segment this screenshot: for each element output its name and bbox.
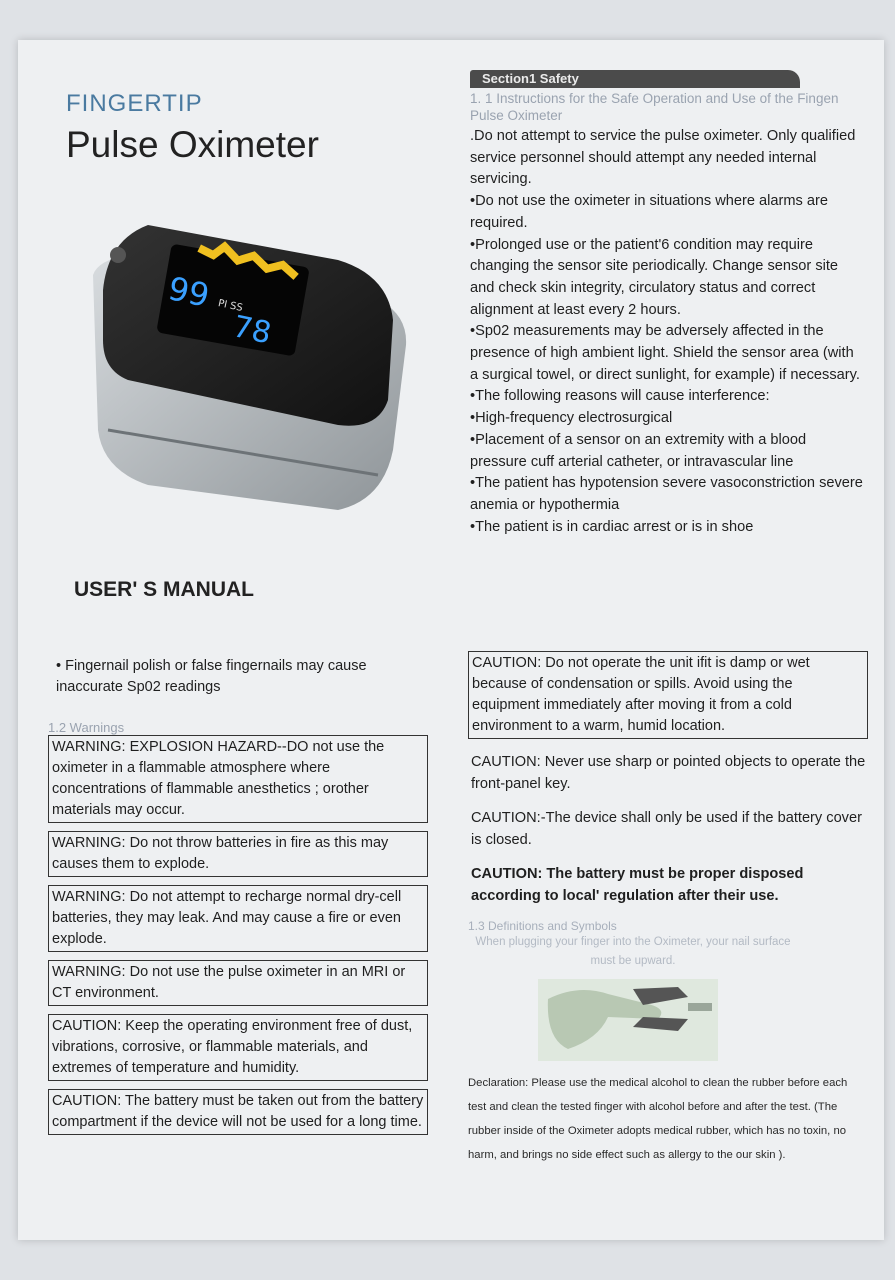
safety-item: •Prolonged use or the patient'6 condition may require changing the sensor site periodically. Change sensor site and check skin integrity, circulatory status and correct alignment at least every 2 hours.: [470, 236, 839, 318]
cover-heading: [66, 90, 319, 166]
safety-item: •Placement of a sensor on an extremity with a blood pressure cuff arterial catheter, or intravascular line: [470, 431, 807, 470]
cautions-section: [468, 651, 868, 1167]
safety-item: •The patient has hypotension severe vasoconstriction severe anemia or hypothermia: [470, 475, 863, 513]
warning-box: WARNING: Do not attempt to recharge normal dry-cell batteries, they may leak. And may cause a fire or even explode.: [48, 885, 428, 952]
cover-subtitle: FINGERTIP: [66, 90, 203, 117]
safety-item: •The patient is in cardiac arrest or is in shoe: [470, 518, 754, 535]
safety-item: •The following reasons will cause interference:: [470, 388, 770, 405]
warning-box: WARNING: Do not throw batteries in fire as this may causes them to explode.: [48, 831, 428, 877]
safety-item: •High-frequency electrosurgical: [470, 410, 673, 427]
display-pr-readout: 78: [229, 309, 275, 352]
display-unit-labels: PI SS: [216, 298, 244, 314]
safety-item: •Sp02 measurements may be adversely affected in the presence of high ambient light. Shield the sensor area (with a surgical towel, or direct sunlight, for example) if necessary.: [470, 323, 860, 383]
caution-text: CAUTION: The battery must be proper disposed according to local' regulation after their use.: [471, 866, 804, 904]
caution-text: CAUTION: Never use sharp or pointed objects to operate the front-panel key.: [471, 754, 866, 792]
finger-insertion-illustration: [538, 979, 718, 1061]
caution-box: CAUTION: Do not operate the unit ifit is damp or wet because of condensation or spills. Avoid using the equipment immediately after moving it from a cold environment to a warm, humid location.: [468, 651, 868, 739]
caution-text: CAUTION:-The device shall only be used if the battery cover is closed.: [471, 810, 862, 848]
cover-title: Pulse Oximeter: [66, 124, 319, 165]
caution-box: CAUTION: Keep the operating environment free of dust, vibrations, corrosive, or flammable materials, and extremes of temperature and humidity.: [48, 1014, 428, 1081]
definitions-note: When plugging your finger into the Oximeter, your nail surface must be upward.: [475, 936, 791, 967]
section-tag: Section1 Safety: [470, 70, 800, 88]
caution-box: CAUTION: The battery must be taken out from the battery compartment if the device will not be used for a long time.: [48, 1089, 428, 1135]
users-manual-label: USER' S MANUAL: [74, 578, 254, 601]
warning-box: WARNING: Do not use the pulse oximeter in an MRI or CT environment.: [48, 960, 428, 1006]
safety-item: .Do not attempt to service the pulse oximeter. Only qualified service personnel should attempt any needed internal servicing.: [470, 128, 856, 188]
safety-item: •Do not use the oximeter in situations where alarms are required.: [470, 193, 828, 231]
warning-box: WARNING: EXPLOSION HAZARD--DO not use the oximeter in a flammable atmosphere where concentrations of flammable anesthetics ; orother materials may occur.: [48, 735, 428, 823]
fingernail-note: • Fingernail polish or false fingernails may cause inaccurate Sp02 readings: [56, 658, 367, 695]
subsection-heading: 1. 1 Instructions for the Safe Operation and Use of the Fingen Pulse Oximeter: [470, 91, 839, 123]
oximeter-device-image: [88, 200, 418, 540]
warnings-heading: 1.2 Warnings: [48, 720, 125, 735]
definitions-heading: 1.3 Definitions and Symbols: [468, 919, 617, 933]
safety-instructions: [470, 126, 865, 538]
display-spo2-readout: 99: [164, 269, 213, 315]
safety-section: [470, 70, 865, 538]
warnings-section: [48, 656, 428, 1143]
declaration-text: Declaration: Please use the medical alcohol to clean the rubber before each test and clean the tested finger with alcohol before and after the test. (The rubber inside of the Oximeter adopts medical rubber, which has no toxin, no harm, and brings no side effect such as allergy to the our skin ).: [468, 1077, 848, 1161]
